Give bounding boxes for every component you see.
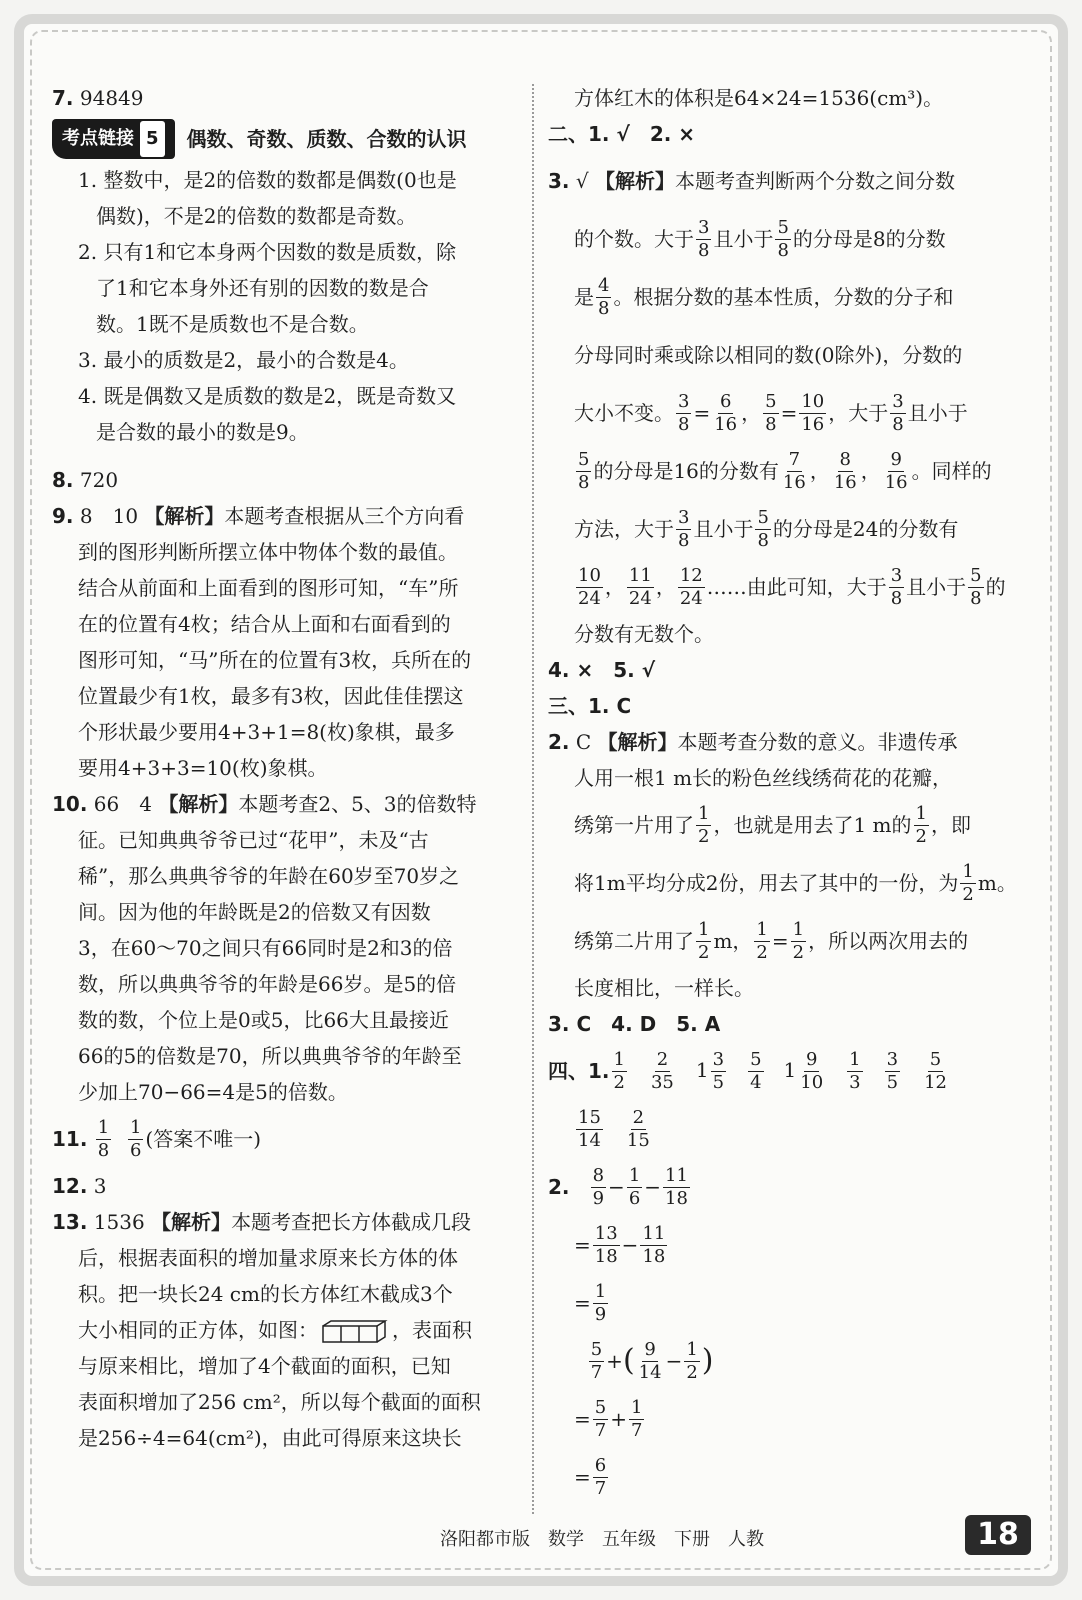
explanation-line: 数的数，个位上是0或5，比66大且最接近 bbox=[78, 1008, 449, 1032]
explanation-line: 少加上70−66=4是5的倍数。 bbox=[78, 1080, 348, 1104]
section-3-answer-1: 三、1. C bbox=[548, 694, 632, 718]
fraction: $\frac{15}{14}$ bbox=[578, 1106, 601, 1151]
explanation-line: 间。因为他的年龄既是2的倍数又有因数 bbox=[78, 900, 431, 924]
explanation-line: 结合从前面和上面看到的图形可知，“车”所 bbox=[78, 576, 459, 600]
explanation-line: $\frac{10}{24}$ ， $\frac{11}{24}$ ， $\frac{12}{24}$ ……由此可知，大于 $\frac{3}{8}$ 且小于 $\frac{5}{8}$ 的 bbox=[578, 564, 1006, 609]
kaodian-heading bbox=[52, 120, 522, 158]
explanation-line: 大小不变。 $\frac{3}{8}$ = $\frac{6}{16}$ ， $\frac{5}{8}$ = $\frac{10}{16}$ ，大于 $\frac{3}{8}$ 且小于 bbox=[574, 390, 968, 435]
explanation-line: 到的图形判断所摆立体中物体个数的最值。 bbox=[78, 540, 458, 564]
explanation-line: 方体红木的体积是64×24=1536(cm³)。 bbox=[574, 86, 944, 110]
explanation-line: 长度相比，一样长。 bbox=[574, 976, 754, 1000]
fraction: $\frac{3}{5}$ bbox=[886, 1048, 899, 1093]
kaodian-line: 4. 既是偶数又是质数的数是2，既是奇数又 bbox=[78, 384, 457, 408]
fraction-list bbox=[610, 1049, 969, 1094]
kaodian-line: 偶数)，不是2的倍数的数都是奇数。 bbox=[96, 204, 417, 228]
column-divider bbox=[532, 84, 534, 1514]
explanation-line: 积。把一块长24 cm的长方体红木截成3个 bbox=[78, 1282, 453, 1306]
fraction: $\frac{5}{4}$ bbox=[750, 1048, 762, 1093]
fraction: 1 $\frac{9}{10}$ bbox=[783, 1048, 824, 1093]
answer-10: 10. 66 4 【解析】本题考查2、5、3的倍数特 bbox=[52, 792, 477, 816]
fraction: $\frac{1}{3}$ bbox=[849, 1048, 861, 1093]
explanation-line: 稀”，那么典典爷爷的年龄在60岁至70岁之 bbox=[78, 864, 460, 888]
kaodian-line: 3. 最小的质数是2，最小的合数是4。 bbox=[78, 348, 409, 372]
explanation-line: 后，根据表面积的增加量求原来长方体的体 bbox=[78, 1246, 458, 1270]
kaodian-line: 1. 整数中，是2的倍数的数都是偶数(0也是 bbox=[78, 168, 457, 192]
fraction: $\frac{5}{8}$ bbox=[777, 216, 789, 261]
explanation-line: 是 $\frac{4}{8}$ 。根据分数的基本性质，分数的分子和 bbox=[574, 274, 954, 319]
right-column bbox=[548, 80, 1018, 1506]
explanation-line: 分母同时乘或除以相同的数(0除外)，分数的 bbox=[574, 343, 963, 367]
explanation-line: 大小相同的正方体，如图： ，表面积 bbox=[78, 1318, 472, 1342]
answer-11: 11. $\frac{1}{8}$ $\frac{1}{6}$ (答案不唯一) bbox=[52, 1116, 262, 1161]
explanation-line: $\frac{5}{8}$ 的分母是16的分数有 $\frac{7}{16}$ ， $\frac{8}{16}$ ， $\frac{9}{16}$ 。同样的 bbox=[578, 448, 992, 493]
explanation-line: 位置最少有1枚，最多有3枚，因此佳佳摆这 bbox=[78, 684, 464, 708]
kaodian-line: 了1和它本身外还有别的因数的数是合 bbox=[96, 276, 429, 300]
fraction: $\frac{5}{12}$ bbox=[924, 1048, 947, 1093]
fraction: $\frac{1}{6}$ bbox=[129, 1116, 142, 1161]
left-column bbox=[52, 80, 522, 1456]
answers-3-4-5: 3. C 4. D 5. A bbox=[548, 1012, 721, 1036]
kaodian-line: 2. 只有1和它本身两个因数的数是质数，除 bbox=[78, 240, 457, 264]
section-2-answers: 二、1. √ 2. × bbox=[548, 122, 696, 146]
fraction: 1 $\frac{3}{5}$ bbox=[695, 1048, 725, 1093]
answers-4-5: 4. × 5. √ bbox=[548, 658, 656, 682]
explanation-line: 方法，大于 $\frac{3}{8}$ 且小于 $\frac{5}{8}$ 的分母是24的分数有 bbox=[574, 506, 959, 551]
explanation-line: 表面积增加了256 cm²，所以每个截面的面积 bbox=[78, 1390, 481, 1414]
answer-3: 3. √ 【解析】 本题考查判断两个分数之间分数 bbox=[548, 169, 955, 193]
explanation-line: 图形可知，“马”所在的位置有3枚，兵所在的 bbox=[78, 648, 472, 672]
answer-13: 13. 1536 【解析】本题考查把长方体截成几段 bbox=[52, 1210, 472, 1234]
explanation-line: 征。已知典典爷爷已过“花甲”，未及“古 bbox=[78, 828, 429, 852]
answer-2: 2. C 【解析】本题考查分数的意义。非遗传承 bbox=[548, 730, 958, 754]
cubes-figure bbox=[322, 1320, 388, 1344]
explanation-line: 人用一根1 m长的粉色丝线绣荷花的花瓣， bbox=[574, 766, 953, 790]
kaodian-line: 是合数的最小的数是9。 bbox=[96, 420, 309, 444]
explanation-line: 绣第一片用了 $\frac{1}{2}$ ，也就是用去了1 m的 $\frac{1}{2}$ ，即 bbox=[574, 802, 971, 847]
fraction-list-cont bbox=[548, 1100, 1018, 1158]
explanation-line: 是256÷4=64(cm²)，由此可得原来这块长 bbox=[78, 1426, 462, 1450]
explanation-line: 与原来相比，增加了4个截面的面积，已知 bbox=[78, 1354, 451, 1378]
fraction: $\frac{1}{2}$ bbox=[613, 1048, 625, 1093]
footer-text: 洛阳都市版 数学 五年级 下册 人教 bbox=[440, 1529, 764, 1550]
answer-8: 8. 720 bbox=[52, 468, 119, 492]
explanation-line: 将1m平均分成2份，用去了其中的一份，为 $\frac{1}{2}$ m。 bbox=[574, 860, 1017, 905]
answer-9: 9. 8 10 【解析】本题考查根据从三个方向看 bbox=[52, 504, 465, 528]
fraction: $\frac{1}{8}$ bbox=[97, 1116, 110, 1161]
calc-step: $\frac{5}{7}$ + ( $\frac{9}{14}$ − $\frac{1}{2}$ ) bbox=[590, 1338, 714, 1383]
answer-12: 12. 3 bbox=[52, 1174, 107, 1198]
calc-step: = $\frac{13}{18}$ − $\frac{11}{18}$ bbox=[574, 1222, 666, 1267]
calc-step: = $\frac{1}{9}$ bbox=[574, 1280, 607, 1325]
kaodian-line: 数。1既不是质数也不是合数。 bbox=[96, 312, 369, 336]
section-4-answer-1: 四、1. $\frac{1}{2}$ $\frac{2}{35}$ 1 $\frac{3}{5}$ $\frac{5}{4}$ 1 $\frac{9}{10}$ $\frac{1}{3}$ $\frac{3}{5}$ $\frac{5}{12}$ bbox=[548, 1042, 1018, 1100]
explanation-line: 的个数。大于 $\frac{3}{8}$ 且小于 $\frac{5}{8}$ 的分母是8的分数 bbox=[574, 216, 946, 261]
fraction: $\frac{4}{8}$ bbox=[598, 274, 610, 319]
explanation-line: 66的5的倍数是70，所以典典爷爷的年龄至 bbox=[78, 1044, 462, 1068]
answer-7: 7. 94849 bbox=[52, 86, 144, 110]
fraction: $\frac{3}{8}$ bbox=[698, 216, 710, 261]
calc-step: = $\frac{5}{7}$ + $\frac{1}{7}$ bbox=[574, 1396, 643, 1441]
fraction: $\frac{2}{15}$ bbox=[626, 1106, 650, 1151]
answer-4-2: 2. $\frac{8}{9}$ − $\frac{1}{6}$ − $\frac{11}{18}$ bbox=[548, 1164, 688, 1209]
kaodian-title: 偶数、奇数、质数、合数的认识 bbox=[186, 127, 467, 151]
explanation-line: 数，所以典典爷爷的年龄是66岁。是5的倍 bbox=[78, 972, 457, 996]
kaodian-badge: 考点链接 5 bbox=[52, 119, 175, 159]
calc-step: = $\frac{6}{7}$ bbox=[574, 1454, 607, 1499]
explanation-line: 要用4+3+3=10(枚)象棋。 bbox=[78, 756, 328, 780]
page-number: 18 bbox=[965, 1515, 1031, 1555]
explanation-line: 在的位置有4枚；结合从上面和右面看到的 bbox=[78, 612, 451, 636]
explanation-line: 3，在60～70之间只有66同时是2和3的倍 bbox=[78, 936, 453, 960]
explanation-line: 个形状最少要用4+3+1=8(枚)象棋，最多 bbox=[78, 720, 455, 744]
explanation-line: 绣第二片用了 $\frac{1}{2}$ m， $\frac{1}{2}$ = $\frac{1}{2}$ ，所以两次用去的 bbox=[574, 918, 969, 963]
fraction: $\frac{2}{35}$ bbox=[650, 1048, 674, 1093]
explanation-line: 分数有无数个。 bbox=[574, 622, 714, 646]
